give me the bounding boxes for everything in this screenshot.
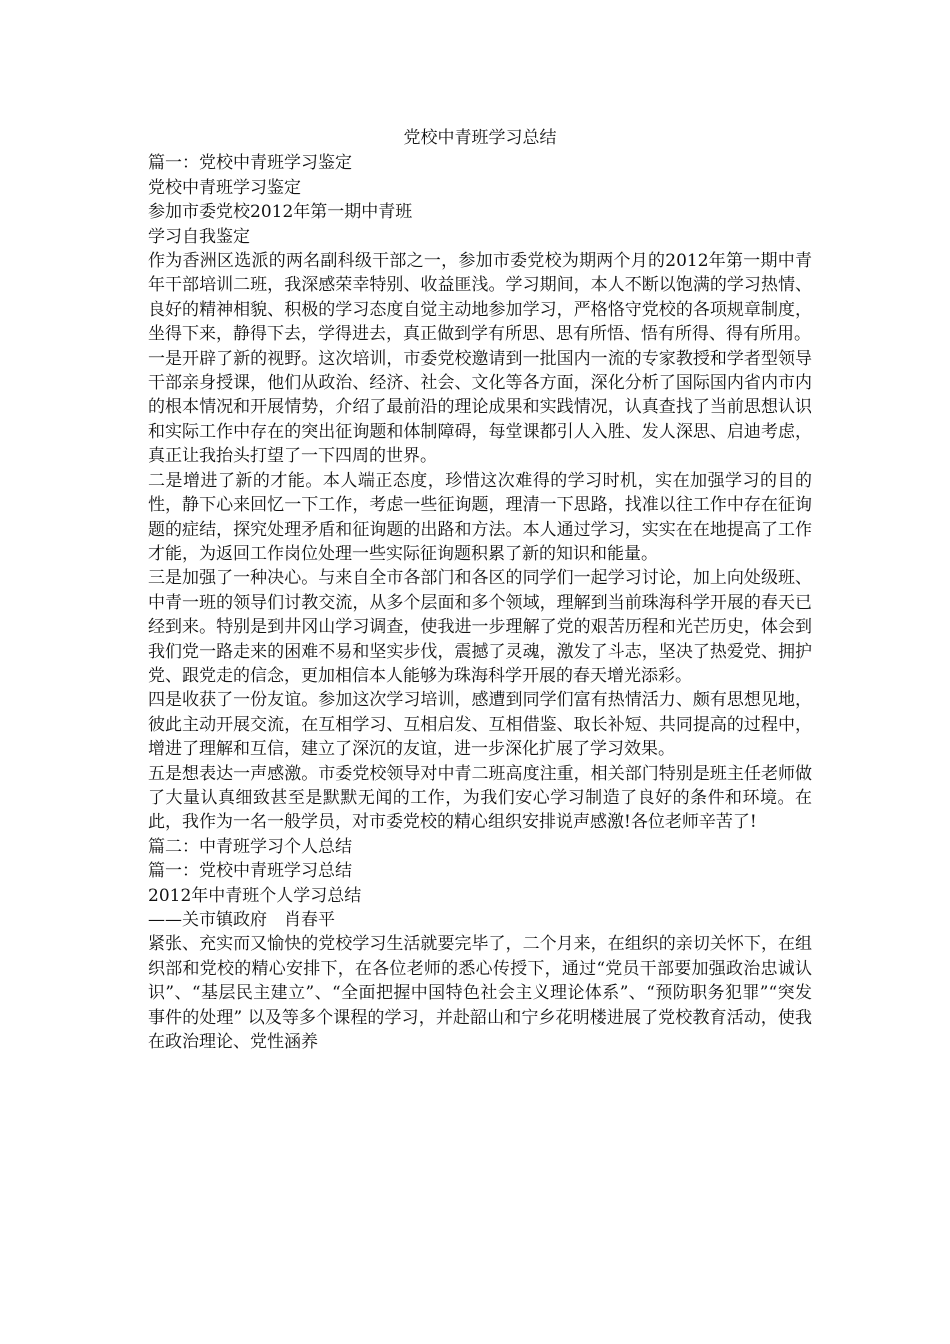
heading-self-appraisal: 学习自我鉴定 — [148, 226, 250, 247]
paragraph-point-two: 二是增进了新的才能。本人端正态度，珍惜这次难得的学习时机，实在加强学习的目的性，静下心来回忆一下工作，考虑一些征询题，理清一下思路，找准以往工作中存在征询题的症结，探究处理矛盾和征询题的出路和方法。本人通过学习，实实在在地提高了工作才能，为返回工作岗位处理一些实际征询题积累了新的知识和能量。 — [148, 470, 812, 564]
heading-part-one-summary: 篇一：党校中青班学习总结 — [148, 861, 352, 882]
heading-personal-summary: 2012年中青班个人学习总结 — [148, 885, 362, 906]
heading-part-two: 篇二：中青班学习个人总结 — [148, 836, 352, 857]
author-line: ——关市镇政府 肖春平 — [148, 910, 335, 930]
heading-appraisal: 党校中青班学习鉴定 — [148, 177, 301, 198]
paragraph-point-five: 五是想表达一声感激。市委党校领导对中青二班高度注重，相关部门特别是班主任老师做了大量认真细致甚至是默默无闻的工作，为我们安心学习制造了良好的条件和环境。在此，我作为一名一般学员，对市委党校的精心组织安排说声感激!各位老师辛苦了! — [148, 763, 812, 833]
heading-class: 参加市委党校2012年第一期中青班 — [148, 202, 413, 223]
paragraph-point-one: 一是开辟了新的视野。这次培训，市委党校邀请到一批国内一流的专家教授和学者型领导干部亲身授课，他们从政治、经济、社会、文化等各方面，深化分析了国际国内省内市内的根本情况和开展情势，介绍了最前沿的理论成果和实践情况，认真查找了当前思想认识和实际工作中存在的突出征询题和体制障碍，每堂课都引人入胜、发人深思、启迪考虑，真正让我抬头打望了一下四周的世界。 — [148, 348, 812, 467]
paragraph-point-four: 四是收获了一份友谊。参加这次学习培训，感遭到同学们富有热情活力、颇有思想见地，彼此主动开展交流，在互相学习、互相启发、互相借鉴、取长补短、共同提高的过程中，增进了理解和互信，建立了深沉的友谊，进一步深化扩展了学习效果。 — [148, 690, 812, 760]
document-page — [148, 126, 812, 1054]
paragraph-intro: 作为香洲区选派的两名副科级干部之一，参加市委党校为期两个月的2012年第一期中青年干部培训二班，我深感荣幸特别、收益匪浅。学习期间，本人不断以饱满的学习热情、良好的精神相貌、积极的学习态度自觉主动地参加学习，严格恪守党校的各项规章制度，坐得下来，静得下去，学得进去，真正做到学有所思、思有所悟、悟有所得、得有所用。 — [148, 251, 812, 345]
paragraph-summary: 紧张、充实而又愉快的党校学习生活就要完毕了，二个月来，在组织的亲切关怀下，在组织部和党校的精心安排下，在各位老师的悉心传授下，通过“党员干部要加强政治忠诚认识”、“基层民主建立”、“全面把握中国特色社会主义理论体系”、“预防职务犯罪”“突发事件的处理” 以及等多个课程的学习，并赴韶山和宁乡花明楼进展了党校教育活动，使我在政治理论、党性涵养 — [148, 934, 812, 1053]
paragraph-point-three: 三是加强了一种决心。与来自全市各部门和各区的同学们一起学习讨论，加上向处级班、中青一班的领导们讨教交流，从多个层面和多个领域，理解到当前珠海科学开展的春天已经到来。特别是到井冈山学习调查，使我进一步理解了党的艰苦历程和光芒历史，体会到我们党一路走来的困难不易和坚实步伐，震撼了灵魂，激发了斗志，坚决了热爱党、拥护党、跟党走的信念，更加相信本人能够为珠海科学开展的春天增光添彩。 — [148, 568, 812, 686]
heading-part-one: 篇一：党校中青班学习鉴定 — [148, 153, 352, 174]
document-title: 党校中青班学习总结 — [403, 128, 557, 148]
